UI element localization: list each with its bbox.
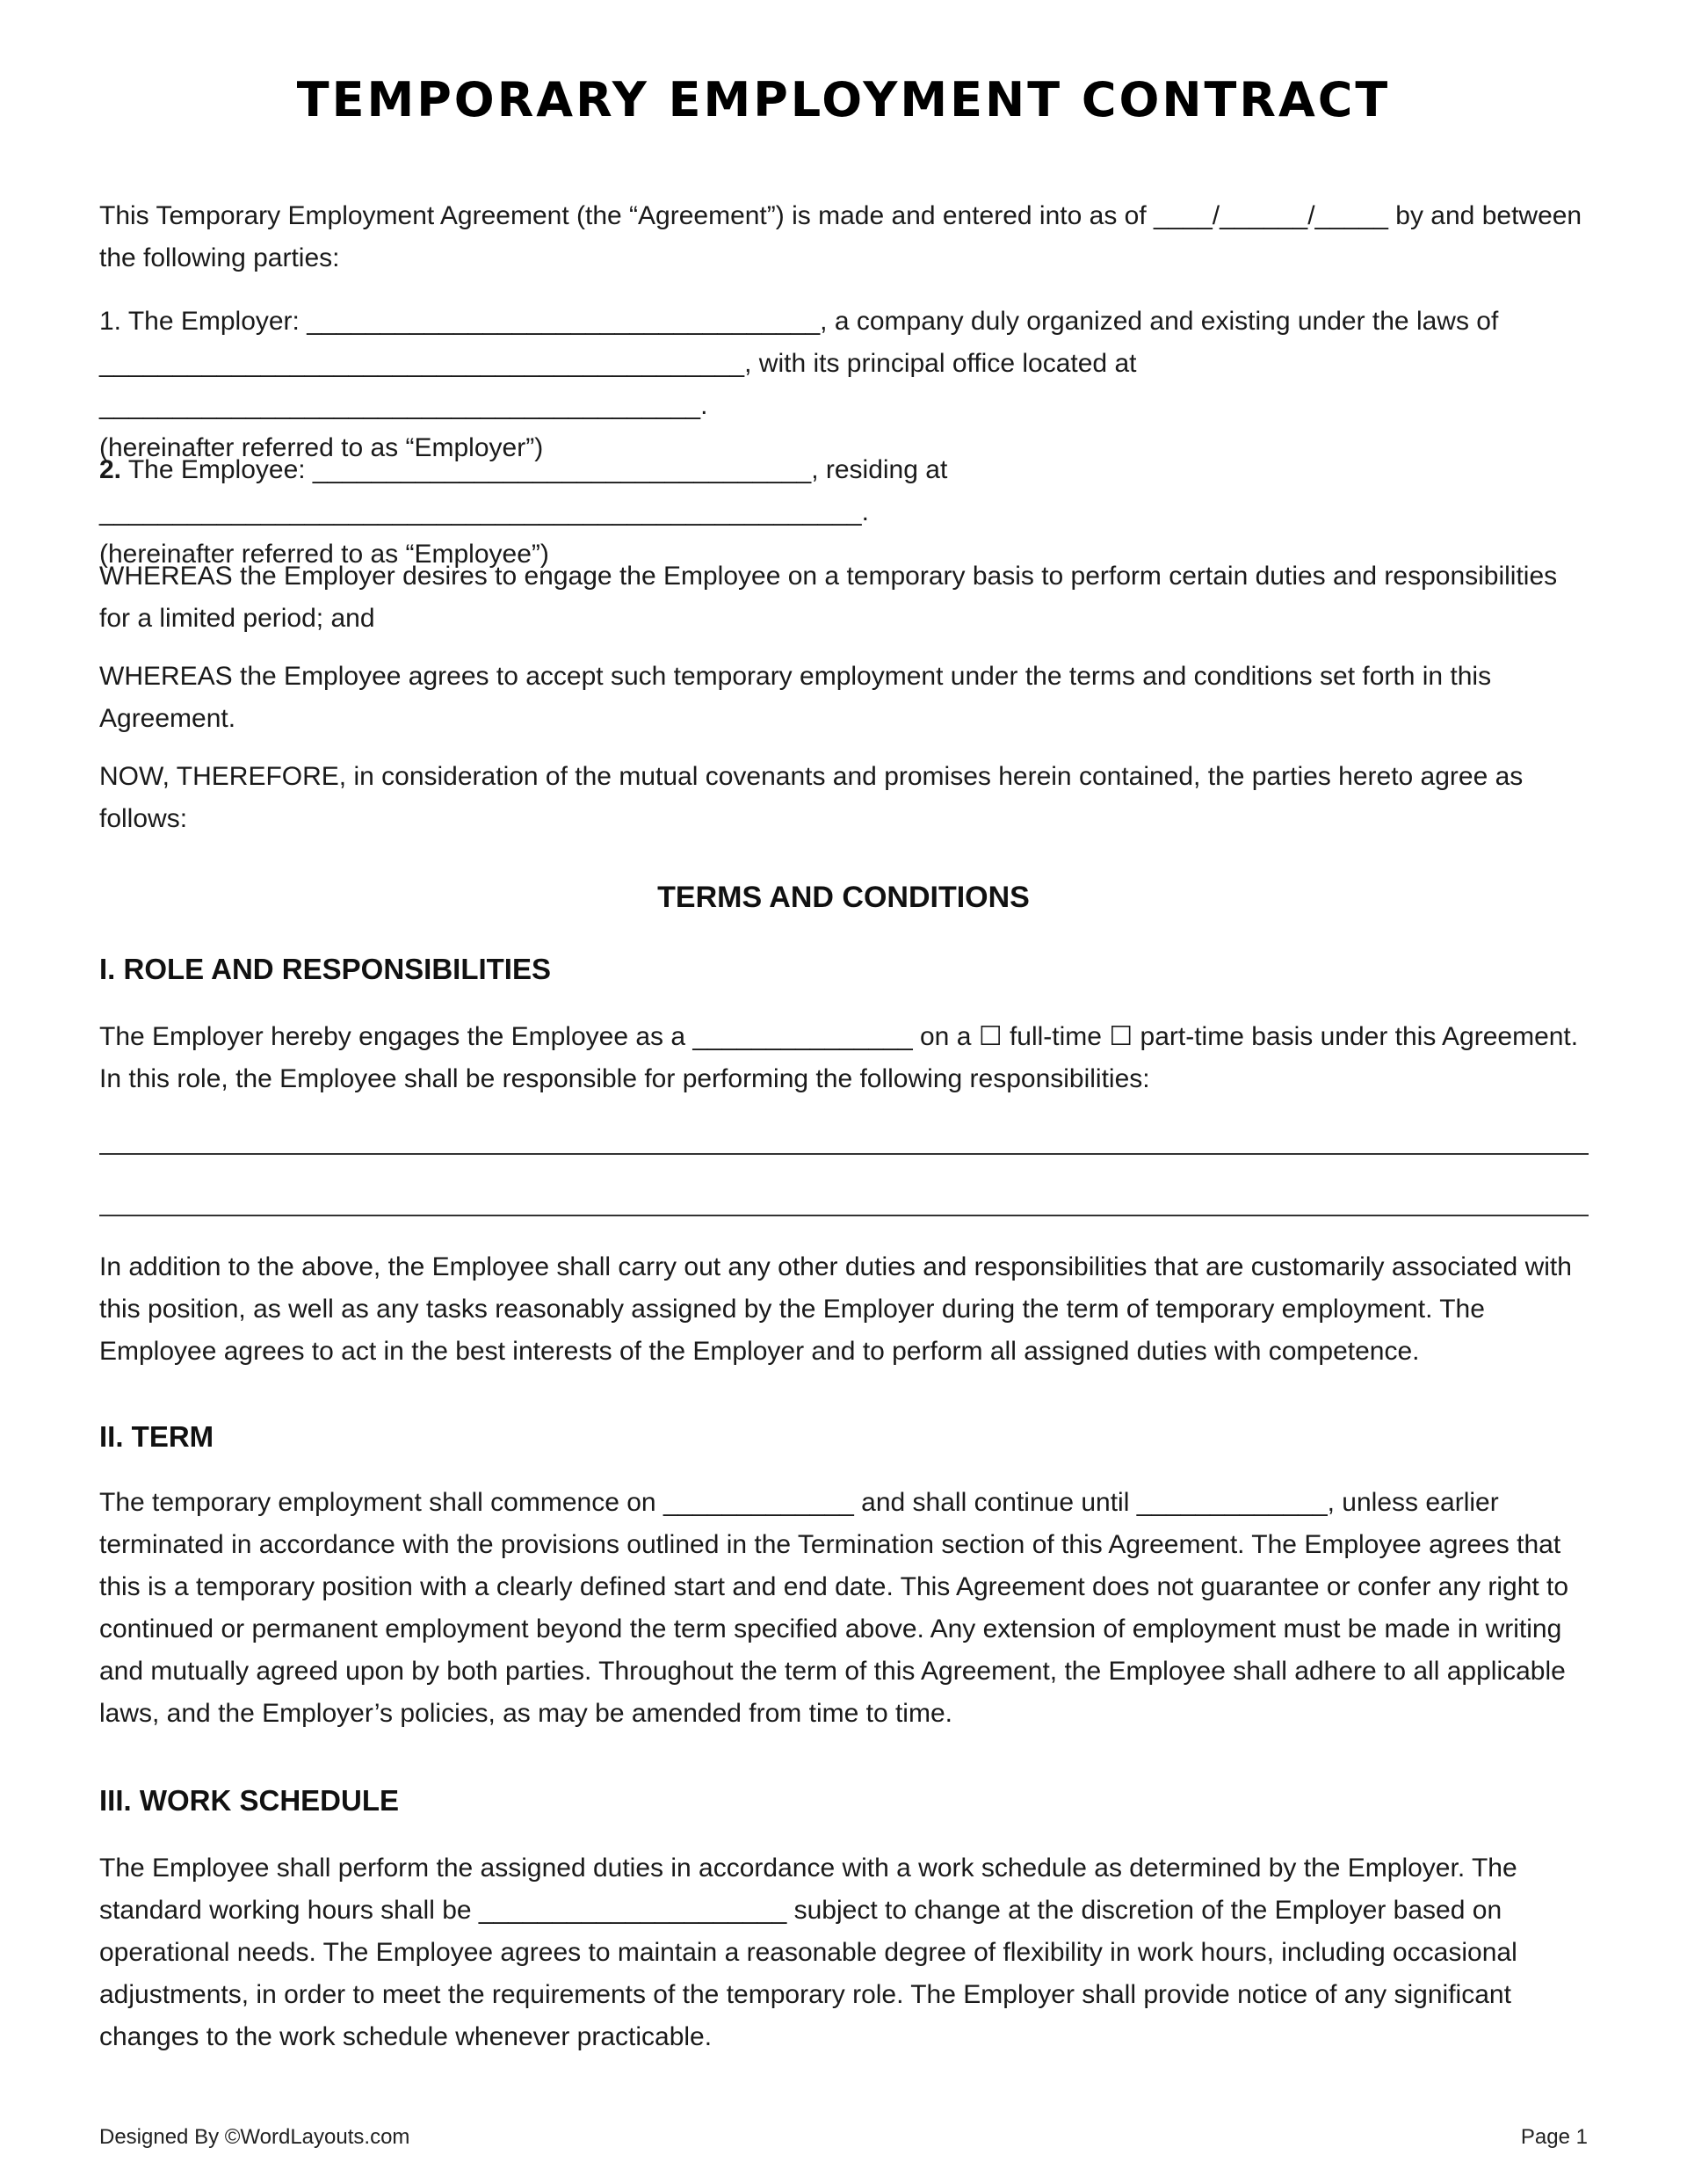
document-title: TEMPORARY EMPLOYMENT CONTRACT [296, 72, 1391, 127]
recital-text-2: WHEREAS the Employee agrees to accept such temporary employment under the terms and conditions set forth in this Agreement. [99, 662, 1492, 733]
recital-text-1: WHEREAS the Employer desires to engage the Employee on a temporary basis to perform certain duties and responsibilities for a limited period; and [99, 562, 1558, 633]
recital-2 [99, 656, 1593, 740]
section-2-heading: II. TERM [99, 1420, 214, 1453]
section-1-text-2: In addition to the above, the Employee shall carry out any other duties and responsibilities that are customarily associated with this position, as well as any tasks reasonably assigned by the Employer during the term of temporary employment. The Employee agrees to act in the best interests of the Employer and to perform all assigned duties with competence. [99, 1252, 1572, 1366]
footer-credit: Designed By ©WordLayouts.com [99, 2125, 410, 2149]
section-1-text-1: The Employer hereby engages the Employee as a _______________ on a ☐ full-time ☐ part-time basis under this Agreement. In this role, the Employee shall be responsible for performing the following responsibilities: [99, 1022, 1579, 1093]
section-1-para-1 [99, 1016, 1593, 1100]
responsibility-blank-line-1[interactable] [99, 1153, 1589, 1155]
party-employer [99, 301, 1593, 469]
section-1-heading: I. ROLE AND RESPONSIBILITIES [99, 953, 551, 985]
footer-page-number: Page 1 [1520, 2125, 1588, 2149]
employee-number: 2. [99, 455, 122, 484]
employee-line-2: (hereinafter referred to as “Employee”) [99, 540, 549, 569]
section-3-text-1: The Employee shall perform the assigned duties in accordance with a work schedule as determined by the Employer. The standard working hours shall be _____________________ subject to change at the discretion of the Employer based on operational needs. The Employee agrees to maintain a reasonable degree of flexibility in work hours, including occasional adjustments, in order to meet the requirements of the temporary role. The Employer shall provide notice of any significant changes to the work schedule whenever practicable. [99, 1854, 1517, 2051]
intro-text: This Temporary Employment Agreement (the “Agreement”) is made and entered into as of ____/______/_____ by and between the following parties: [99, 201, 1582, 272]
section-1-para-2 [99, 1246, 1593, 1373]
employer-line-3: (hereinafter referred to as “Employer”) [99, 433, 544, 462]
recital-text-3: NOW, THEREFORE, in consideration of the mutual covenants and promises herein contained, the parties hereto agree as follows: [99, 762, 1524, 833]
section-3-heading: III. WORK SCHEDULE [99, 1784, 400, 1817]
recital-1 [99, 555, 1593, 640]
employer-line-1: 1. The Employer: ___________________________________, a company duly organized and existing under the laws of [99, 307, 1499, 336]
section-3-para-1 [99, 1847, 1593, 2058]
section-2-text-1: The temporary employment shall commence on _____________ and shall continue until _____________, unless earlier terminated in accordance with the provisions outlined in the Termination section of this Agreement. The Employee agrees that this is a temporary position with a clearly defined start and end date. This Agreement does not guarantee or confer any right to continued or permanent employment beyond the term specified above. Any extension of employment must be made in writing and mutually agreed upon by both parties. Throughout the term of this Agreement, the Employee shall adhere to all applicable laws, and the Employer’s policies, as may be amended from time to time. [99, 1488, 1569, 1728]
responsibility-blank-line-2[interactable] [99, 1215, 1589, 1216]
employee-line-1: The Employee: __________________________________, residing at ____________________________________________________. [99, 455, 948, 526]
recital-3 [99, 756, 1593, 840]
employer-line-2: ____________________________________________, with its principal office located at _________________________________________. [99, 349, 1137, 420]
terms-heading: TERMS AND CONDITIONS [657, 881, 1030, 914]
section-2-para-1 [99, 1482, 1593, 1735]
intro-paragraph [99, 195, 1593, 279]
